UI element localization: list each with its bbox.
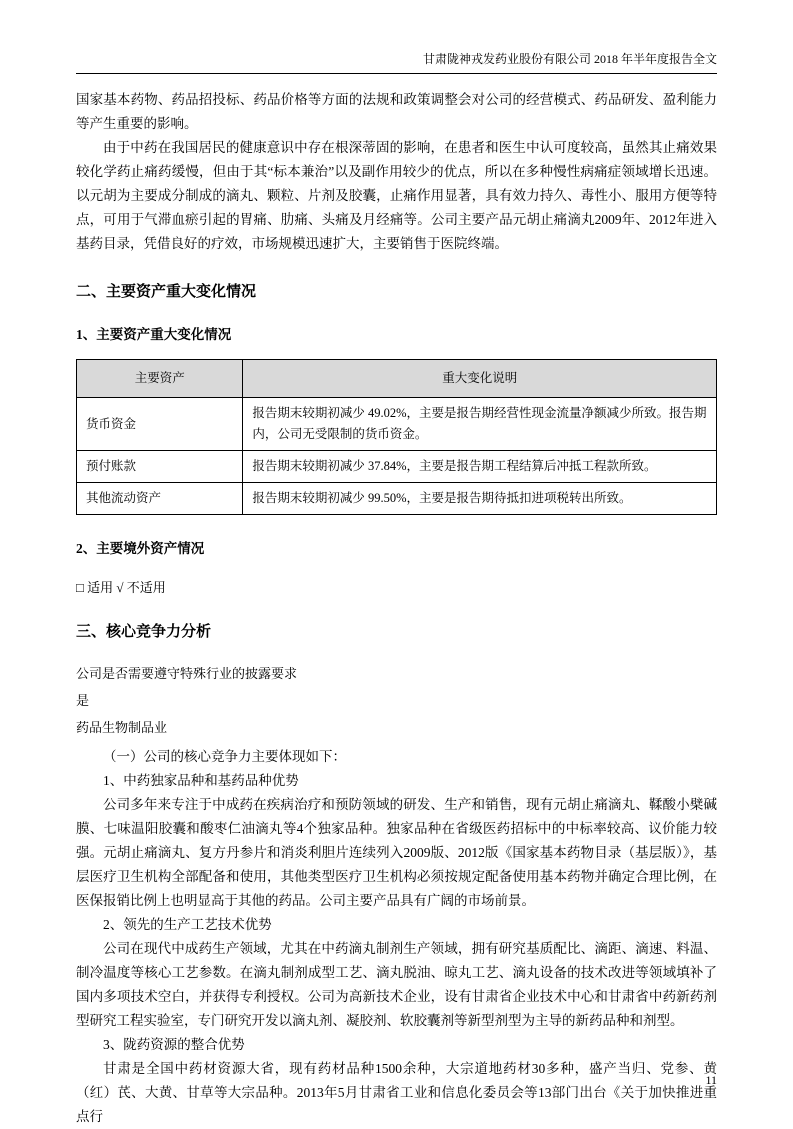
section-2-heading: 二、主要资产重大变化情况 xyxy=(76,284,257,300)
table-cell-description: 报告期末较期初减少 49.02%，主要是报告期经营性现金流量净额减少所致。报告期内，公司无受限制的货币资金。 xyxy=(243,398,717,451)
disclosure-question: 公司是否需要遵守特殊行业的披露要求 xyxy=(76,666,298,681)
asset-change-table xyxy=(76,359,717,515)
section-2-sub-2-heading: 2、主要境外资产情况 xyxy=(76,541,205,556)
core-item-2-title: 2、领先的生产工艺技术优势 xyxy=(103,917,272,932)
table-cell-asset: 其他流动资产 xyxy=(77,483,243,515)
table-row xyxy=(77,451,717,483)
table-row xyxy=(77,483,717,515)
table-header-description: 重大变化说明 xyxy=(243,360,717,398)
table-cell-description: 报告期末较期初减少 37.84%，主要是报告期工程结算后冲抵工程款所致。 xyxy=(243,451,717,483)
report-header xyxy=(76,50,717,74)
table-cell-asset: 预付账款 xyxy=(77,451,243,483)
industry-name: 药品生物制品业 xyxy=(76,720,168,735)
core-intro-line: （一）公司的核心竞争力主要体现如下： xyxy=(103,749,346,764)
core-competitiveness-content xyxy=(76,745,717,1129)
core-item-3-title: 3、陇药资源的整合优势 xyxy=(103,1037,245,1052)
page-number: 11 xyxy=(705,1073,717,1087)
table-row xyxy=(77,398,717,451)
section-2-sub-1-heading: 1、主要资产重大变化情况 xyxy=(76,327,232,342)
report-header-title: 甘肃陇神戎发药业股份有限公司 2018 年半年度报告全文 xyxy=(422,52,717,66)
section-3-heading: 三、核心竞争力分析 xyxy=(76,624,212,640)
applicability-checkbox-line: □ 适用 √ 不适用 xyxy=(76,580,166,595)
disclosure-answer: 是 xyxy=(76,693,90,708)
table-cell-asset: 货币资金 xyxy=(77,398,243,451)
core-item-2-body: 公司在现代中成药生产领域，尤其在中药滴丸制剂生产领域，拥有研究基质配比、滴距、滴速、料温、制冷温度等核心工艺参数。在滴丸制剂成型工艺、滴丸脱油、晾丸工艺、滴丸设备的技术改进等领域填补了国内多项技术空白，并获得专利授权。公司为高新技术企业，设有甘肃省企业技术中心和甘肃省中药新药剂型研究工程实验室，专门研究开发以滴丸剂、凝胶剂、软胶囊剂等新型剂型为主导的新药品种和剂型。 xyxy=(76,941,717,1028)
table-cell-description: 报告期末较期初减少 99.50%，主要是报告期待抵扣进项税转出所致。 xyxy=(243,483,717,515)
intro-paragraph-2: 由于中药在我国居民的健康意识中存在根深蒂固的影响，在患者和医生中认可度较高，虽然其止痛效果较化学药止痛药缓慢，但由于其“标本兼治”以及副作用较少的优点，所以在多种慢性病痛症领域增长迅速。以元胡为主要成分制成的滴丸、颗粒、片剂及胶囊，止痛作用显著，具有效力持久、毒性小、服用方便等特点，可用于气滞血瘀引起的胃痛、肋痛、头痛及月经痛等。公司主要产品元胡止痛滴丸2009年、2012年进入基药目录，凭借良好的疗效，市场规模迅速扩大，主要销售于医院终端。 xyxy=(76,140,717,251)
core-item-3-body: 甘肃是全国中药材资源大省，现有药材品种1500余种，大宗道地药材30多种，盛产当归、党参、黄（红）芪、大黄、甘草等大宗品种。2013年5月甘肃省工业和信息化委员会等13部门出台《关于加快推进重点行 xyxy=(76,1061,717,1124)
table-header-asset: 主要资产 xyxy=(77,360,243,398)
intro-paragraph-1: 国家基本药物、药品招投标、药品价格等方面的法规和政策调整会对公司的经营模式、药品研发、盈利能力等产生重要的影响。 xyxy=(76,92,717,131)
core-item-1-body: 公司多年来专注于中成药在疾病治疗和预防领域的研发、生产和销售，现有元胡止痛滴丸、鞣酸小檗碱膜、七味温阳胶囊和酸枣仁油滴丸等4个独家品种。独家品种在省级医药招标中的中标率较高、议价能力较强。元胡止痛滴丸、复方丹参片和消炎利胆片连续列入2009版、2012版《国家基本药物目录（基层版）》，基层医疗卫生机构全部配备和使用，其他类型医疗卫生机构必须按规定配备使用基本药物并确定合理比例，在医保报销比例上也明显高于其他的药品。公司主要产品具有广阔的市场前景。 xyxy=(76,797,717,908)
table-header-row xyxy=(77,360,717,398)
core-item-1-title: 1、中药独家品种和基药品种优势 xyxy=(103,773,299,788)
